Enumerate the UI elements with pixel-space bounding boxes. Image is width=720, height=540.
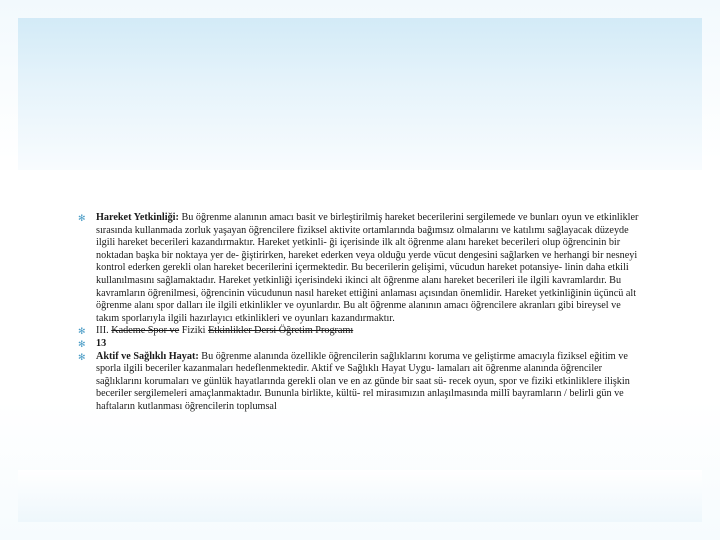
- bullet-icon: ✻: [78, 326, 86, 337]
- list-item: [78, 351, 646, 414]
- header-band: [18, 18, 702, 170]
- bullet-icon: ✻: [78, 351, 86, 362]
- item-prefix: III.: [96, 325, 112, 337]
- struck-text: Kademe Spor ve: [111, 325, 180, 337]
- page-number: 13: [96, 337, 107, 349]
- slide-content: [78, 212, 646, 414]
- item-text: Fiziki: [179, 325, 209, 337]
- bullet-list: [78, 212, 646, 414]
- list-item: [78, 212, 646, 325]
- bullet-icon: ✻: [78, 213, 86, 223]
- item-text: Bu öğrenme alanının amacı basit ve birleştirilmiş hareket becerilerini sergilemede ve bunları oyun ve etkinlikler sırasında kullanmada zorluk yaşayan öğrencilere fiziksel aktivite ortamlarında bağımsız olmalarını ve katılımı sağlayacak düzeyde ilgili hareket becerileri kazandırmaktır. Hareket yetkinli- ği içerisinde ilk alt öğrenme alanı hareket becerileri olup öğrencinin bir noktadan başka bir noktaya yer de- ğiştirirken, hareket ederken veya olduğu yerde vücut dengesini sağlarken ve herhangi bir nesneyi kontrol ederken gerekli olan hareket becerilerini içermektedir. Bu becerilerin gelişimi, vücudun hareket potansiye- linin daha etkili kullanılmasını sağlamaktadır. Hareket yetkinliği içerisindeki ikinci alt öğrenme alanı hareket becerileri ile ilgili kavramlardır. Bu kavramların öğrenilmesi, öğrencinin vücudunun nasıl hareket ettiğini anlaması açısından önemlidir. Hareket yetkinliğinin üçüncü alt öğrenme alanı spor dalları ile ilgili etkinlikler ve oyunlardır. Bu alt öğrenme alanının amacı öğrencilere akranları gibi bireysel ve takım sporlarıyla ilgili hazırlayıcı etkinlikleri ve oyunları kazandırmaktır.: [96, 212, 639, 324]
- footer-band: [18, 470, 702, 522]
- item-heading: Aktif ve Sağlıklı Hayat:: [96, 350, 199, 362]
- struck-text: Etkinlikler Dersi Öğretim Programı: [208, 325, 354, 337]
- item-heading: Hareket Yetkinliği:: [96, 212, 179, 223]
- bullet-icon: ✻: [78, 338, 86, 349]
- item-text: Bu öğrenme alanında özellikle öğrencilerin sağlıklarını koruma ve geliştirme amacıyla fiziksel eğitim ve sporla ilgili beceriler kazanmaları hedeflenmektedir. Aktif ve Sağlıklı Hayat Uygu- lamaları ait öğrenme alanında öğrenciler sağlıklarını korumaları ve günlük hayatlarında gerekli olan ve en az günde bir saat sü- recek oyun, spor ve fiziki etkinliklere ilişkin beceriler sergilemeleri amaçlanmaktadır. Bununla birlikte, kültü- rel mirasımızın anlaşılmasında millî bayramların / belirli gün ve haftaların kutlanması öğrencilerin toplumsal: [96, 350, 630, 412]
- list-item: [78, 338, 646, 351]
- list-item: [78, 325, 646, 338]
